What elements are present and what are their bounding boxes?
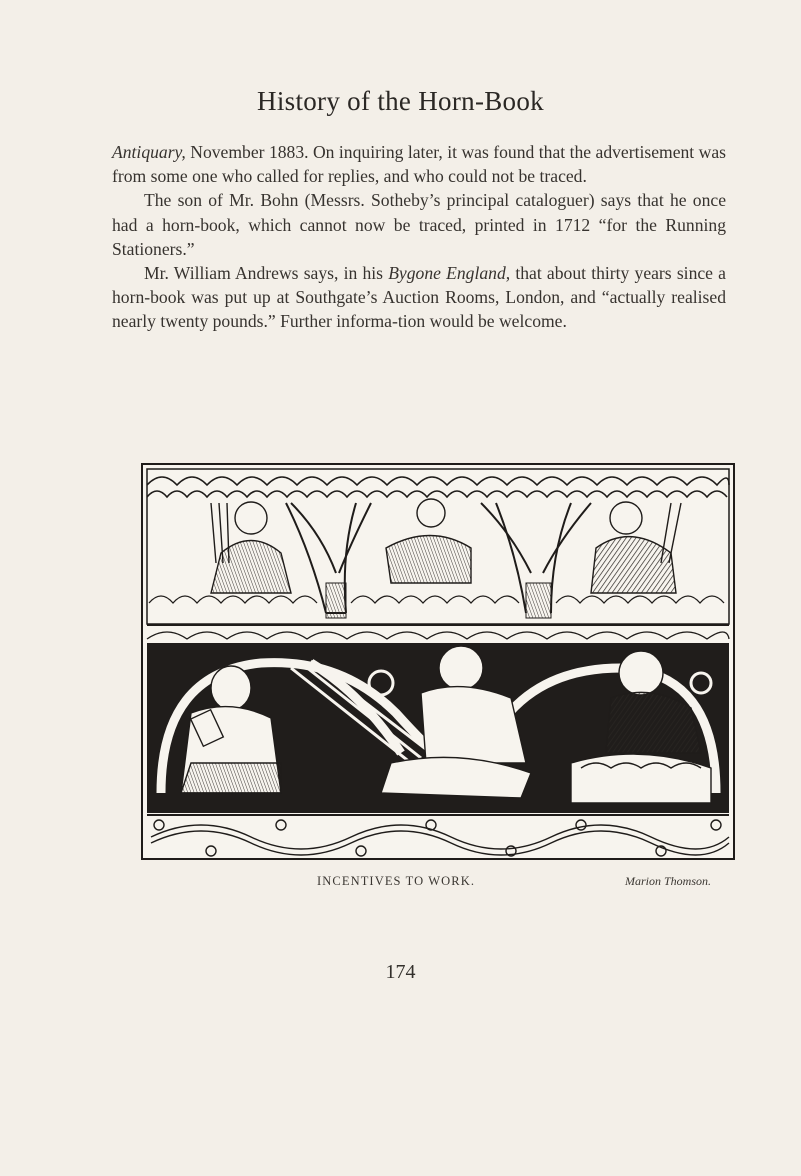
paragraph-3 <box>112 261 726 334</box>
paragraph-1-text: November 1883. On inquiring later, it was found that the advertisement was from some one who called for replies, and who could not be traced. <box>112 142 726 187</box>
figure-caption: INCENTIVES TO WORK. <box>317 874 476 888</box>
book-title: Bygone England, <box>388 263 511 284</box>
paragraph-2: The son of Mr. Bohn (Messrs. Sotheby’s principal cataloguer) says that he once had a horn-book, which cannot now be traced, printed in 1712 “for the Running Stationers.” <box>112 190 726 259</box>
page-number: 174 <box>385 961 416 983</box>
journal-title: Antiquary, <box>112 142 186 162</box>
illustration-incentives-to-work <box>141 463 735 860</box>
figure-artist-credit: Marion Thomson. <box>625 874 712 888</box>
paragraph-3-start: Mr. William Andrews says, in his <box>144 263 389 284</box>
paragraph-3-text: that about thirty years since a horn-book was put up at Southgate’s Auction Rooms, London, and “actually realised nearly twenty pounds.” Further informa-tion would be welcome. <box>112 263 726 332</box>
upper-panel <box>147 469 729 624</box>
page-title: History of the Horn-Book <box>257 86 544 116</box>
body-text <box>112 140 726 334</box>
lower-panel <box>147 643 729 813</box>
paragraph-1 <box>112 140 726 188</box>
